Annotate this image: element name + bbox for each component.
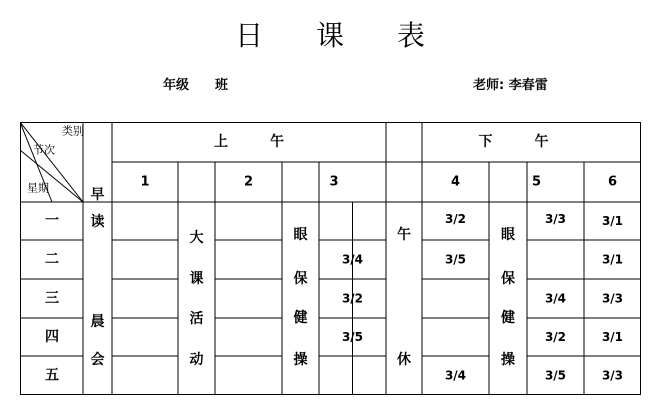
early-reading-char: 读 [90,214,105,230]
day-label: 五 [45,367,59,384]
afternoon-header: 下 午 [478,134,549,150]
noon-rest-char: 午 [397,227,411,243]
day-label: 一 [45,213,59,229]
eye-exercise-pm-char: 保 [501,271,515,287]
title-char-1: 日 [235,19,264,52]
early-reading-char: 会 [90,352,105,368]
period-5: 5 [531,174,542,190]
period-1: 1 [140,174,150,190]
day-label: 四 [45,329,59,345]
cell-p4: 3/2 [444,212,467,226]
section-label: 节次 [33,143,55,157]
eye-exercise-pm-char: 眼 [501,227,515,243]
eye-exercise-am-char: 操 [293,352,308,368]
day-label: 三 [45,290,59,307]
period-2: 2 [243,174,254,190]
big-break-char: 动 [189,352,204,368]
cell-p3: 3/5 [341,330,364,344]
eye-exercise-am-char: 保 [293,271,308,287]
cell-p4: 3/4 [444,368,467,383]
period-4: 4 [450,174,461,190]
eye-exercise-am-char: 眼 [293,227,308,243]
period-6: 6 [607,174,618,190]
early-reading-char: 晨 [90,314,105,330]
cell-p5: 3/5 [544,368,567,383]
cell-p5: 3/4 [544,291,567,306]
cell-p6: 3/1 [601,214,624,228]
morning-header: 上 午 [214,134,284,150]
schedule-table [20,122,641,395]
big-break-char: 活 [189,311,204,327]
cell-p6: 3/3 [601,291,624,306]
grade-class-label: 年级 班 [163,78,229,93]
day-label: 二 [45,251,59,268]
eye-exercise-pm-char: 健 [501,310,515,326]
cell-p5: 3/3 [544,212,567,226]
cell-p6: 3/3 [601,368,624,383]
big-break-char: 课 [189,271,204,287]
teacher-label: 老师: 李春雷 [473,78,548,93]
cell-p6: 3/1 [601,252,624,267]
title-char-3: 表 [396,19,425,52]
cell-p5: 3/2 [544,330,567,344]
cell-p6: 3/1 [601,330,624,344]
period-3: 3 [329,174,339,190]
early-reading-char: 早 [90,187,105,203]
weekday-label: 星期 [27,181,49,195]
cell-p4: 3/5 [444,252,467,267]
category-label: 类别 [62,124,84,138]
cell-p3: 3/2 [341,291,364,306]
page-title [0,14,660,54]
eye-exercise-pm-char: 操 [501,352,515,368]
title-char-2: 课 [315,19,344,52]
big-break-char: 大 [189,230,204,246]
noon-rest-char: 休 [397,352,411,368]
cell-p3: 3/4 [341,252,364,267]
eye-exercise-am-char: 健 [293,310,308,326]
